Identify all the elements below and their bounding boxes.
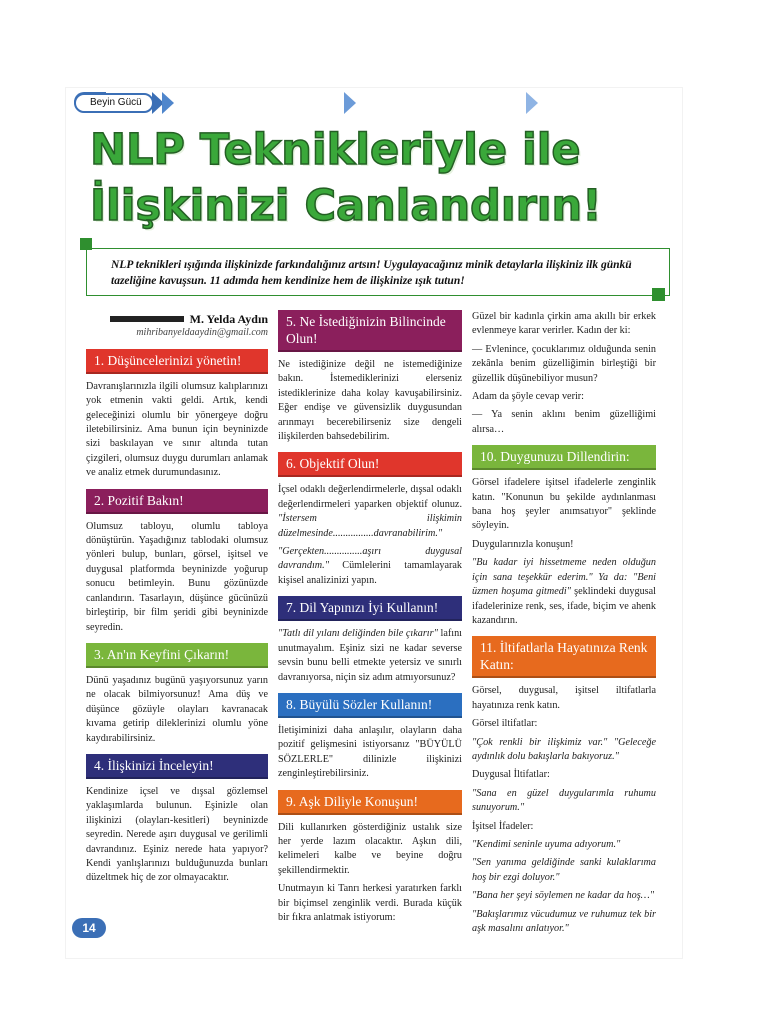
author-line	[86, 312, 268, 326]
section-6-quote-b: "Gerçekten...............aşırı duygusal davrandım."	[278, 546, 462, 572]
column-3	[472, 310, 656, 940]
author-name: M. Yelda Aydın	[189, 312, 268, 326]
joke-paragraph-2: — Evlenince, çocuklarımız olduğunda senin zekânla benim güzelliğimin birleştiği bir güzellik düşünebiliyor musun?	[472, 343, 656, 384]
article-title	[90, 122, 670, 234]
quote-isitsel-4: "Bakışlarımız vücudumuz ve ruhumuz tek bir aşk masalını anlatıyor."	[472, 908, 656, 934]
section-text-1: Davranışlarınızla ilgili olumsuz kalıplarınızı yok etmenin vakti geldi. Artık, kendi geleceğinizi olumlu bir yönergeye doğru iletebilirsiniz. Ama bunun için beyninizde sizi baskılayan ve sınır altında tutan çizgileri, olumsuz duygu durumları anlamak ve analiz etmek durumundasınız.	[86, 380, 268, 479]
section-badge	[74, 92, 538, 114]
section-6-text-a: İçsel odaklı değerlendirmelerle, dışsal odaklı değerlendirmeleri yaparken objektif olunuz.	[278, 484, 462, 510]
column-1	[86, 310, 268, 890]
joke-paragraph-3: Adam da şöyle cevap verir:	[472, 391, 585, 403]
chevron-right-icon	[162, 92, 346, 114]
intro-box: NLP teknikleri ışığında ilişkinizde farkındalığınız artsın! Uygulayacağınız minik detaylarla ilişkiniz ilk günkü tazeliğine kavuşsun. 11 adımda hem kendinize hem de ilişkinize ışık tutun!	[86, 248, 670, 296]
quote-duygusal: "Sana en güzel duygularımla ruhumu sunuyorum."	[472, 787, 656, 814]
section-text-9a: Dili kullanırken gösterdiğiniz ustalık size her yerde lazım olacaktır. Aşkın dili, kelimeleri kalbe ve beyine doğru şekillendirmektir.	[278, 821, 462, 876]
section-6-quote-a: "İstersem ilişkimin düzelmesinde................davranabilirim."	[278, 513, 462, 539]
label-gorsel: Görsel iltifatlar:	[472, 718, 538, 730]
section-text-11: Görsel, duygusal, işitsel iltifatlarla hayatınıza renk katın.	[472, 685, 656, 711]
joke-paragraph-4: — Ya senin aklını benim güzelliğimi alırsa…	[472, 409, 656, 435]
section-text-2: Olumsuz tabloyu, olumlu tabloya dönüştürün. Yaşadığınız tablodaki olumsuz yönleri bulup, bunları, görsel, işitsel ve duygusal platformda beyninizde yoğurup sonucu betimleyin. Bunu gözünüzde canlandırın. Tasarlayın, düşünce gücünüzü birleştirip, bir film şeridi gibi beyninizde seyredin.	[86, 520, 268, 633]
author-bar	[110, 316, 184, 322]
section-heading-2: 2. Pozitif Bakın!	[86, 489, 268, 514]
section-text-6	[278, 483, 462, 541]
author-email: mihribanyeldaaydin@gmail.com	[136, 327, 268, 339]
section-heading-5: 5. Ne İstediğinizin Bilincinde Olun!	[278, 310, 462, 352]
section-heading-1: 1. Düşüncelerinizi yönetin!	[86, 349, 268, 374]
column-2	[278, 310, 462, 929]
section-text-5: Ne istediğinize değil ne istemediğinize bakın. İstemediklerinizi elerseniz istediklerinize daha kolay kavuşabilirsiniz. Eğer endişe ve güvensizlik duygusundan arınmayı becerebilirseniz size dengeli ilişkilerden bahsedebilirim.	[278, 359, 462, 443]
section-heading-11: 11. İltifatlarla Hayatınıza Renk Katın:	[472, 636, 656, 678]
page-number: 14	[72, 918, 106, 938]
section-text-6b	[278, 545, 462, 588]
section-text-10b: Duygularınızla konuşun!	[472, 538, 574, 550]
section-heading-3: 3. An'ın Keyfini Çıkarın!	[86, 643, 268, 668]
section-text-4: Kendinize içsel ve dışsal gözlemsel yaklaşımlarda bulunun. Eşinizle olan ilişkinizi (olayları-kesitleri) beyninizde seyredin. Nerede aşırı duygusal ve gerilimli davrandınız. Eşiniz nerede hata yapıyor? Kendi yanlışlarınızı bulduğunuzda bunları düzeltmek hiç de zor olmayacaktır.	[86, 785, 268, 884]
section-text-9b: Unutmayın ki Tanrı herkesi yaratırken farklı bir biçimsel zenginlik verdi. Burada küçük bir fıkra anlatmak istiyorum:	[278, 883, 462, 923]
label-isitsel: İşitsel İfadeler:	[472, 820, 534, 832]
section-text-10c	[472, 556, 656, 628]
section-7-text: lafını unutmayalım. Eşiniz sizi ne kadar severse sevsin bunu belli etmekte yetersiz ve sınırlı davranıyorsa, niçin siz adım atmıyorsunuz?	[278, 628, 462, 683]
section-heading-7: 7. Dil Yapınızı İyi Kullanın!	[278, 596, 462, 621]
quote-gorsel: "Çok renkli bir ilişkimiz var." "Geleceğe aydınlık dolu bakışlarla bakıyoruz."	[472, 736, 656, 762]
title-line-2: İlişkinizi Canlandırın!	[90, 181, 602, 231]
section-6-text-b: Cümlelerini tamamlayarak kişisel analizinizi yapın.	[278, 560, 462, 586]
section-7-quote: "Tatlı dil yılanı deliğinden bile çıkarır"	[278, 628, 438, 640]
section-badge-label: Beyin Gücü	[74, 93, 154, 113]
chevron-right-icon	[344, 92, 528, 114]
quote-isitsel-1: "Kendimi seninle uyuma adıyorum."	[472, 838, 621, 850]
section-heading-10: 10. Duygunuzu Dillendirin:	[472, 445, 656, 470]
decorative-square	[652, 288, 665, 301]
section-text-3: Dünü yaşadınız bugünü yaşıyorsunuz yarın ne olacak bilmiyorsunuz! Ama düş ve düşünce gözüyle olayları kavranacak kıvama getirip dileklerinizi olumlu yöne kaydırabilirsiniz.	[86, 674, 268, 744]
title-line-1: NLP Teknikleriyle ile	[90, 125, 581, 175]
section-10-quote: "Bu kadar iyi hissetmeme neden olduğun için sana teşekkür ederim." Ya da: "Beni üzmen hoşuma gitmedi"	[472, 557, 656, 598]
section-heading-4: 4. İlişkinizi İnceleyin!	[86, 754, 268, 779]
label-duygusal: Duygusal İltifatlar:	[472, 769, 550, 781]
section-heading-6: 6. Objektif Olun!	[278, 452, 462, 477]
chevron-right-icon	[526, 92, 538, 114]
section-text-10a: Görsel ifadelere işitsel ifadelerle zenginlik katın. "Konunun bu şekilde aydınlanması bana hoş şeyler anımsatıyor" şeklinde söyleyin.	[472, 477, 656, 532]
section-heading-9: 9. Aşk Diliyle Konuşun!	[278, 790, 462, 815]
section-heading-8: 8. Büyülü Sözler Kullanın!	[278, 693, 462, 718]
joke-paragraph-1: Güzel bir kadınla çirkin ama akıllı bir erkek evlenmeye karar verirler. Kadın der ki:	[472, 311, 656, 337]
quote-isitsel-2: "Sen yanıma geldiğinde sanki kulaklarıma hoş bir ezgi doluyor."	[472, 857, 656, 883]
section-text-7	[278, 627, 462, 685]
section-10-text: şeklindeki duygusal ifadelerinize renk, ses, ifade, biçim ve ahenk kazandırın.	[472, 586, 656, 626]
quote-isitsel-3: "Bana her şeyi söylemen ne kadar da hoş…"	[472, 890, 654, 902]
section-text-8: İletişiminizi daha anlaşılır, olayların daha pozitif gelişmesini istiyorsanız "BÜYÜLÜ SÖZLERLE" dilinizle ilişkinizi zenginleştirebilirsiniz.	[278, 724, 462, 780]
